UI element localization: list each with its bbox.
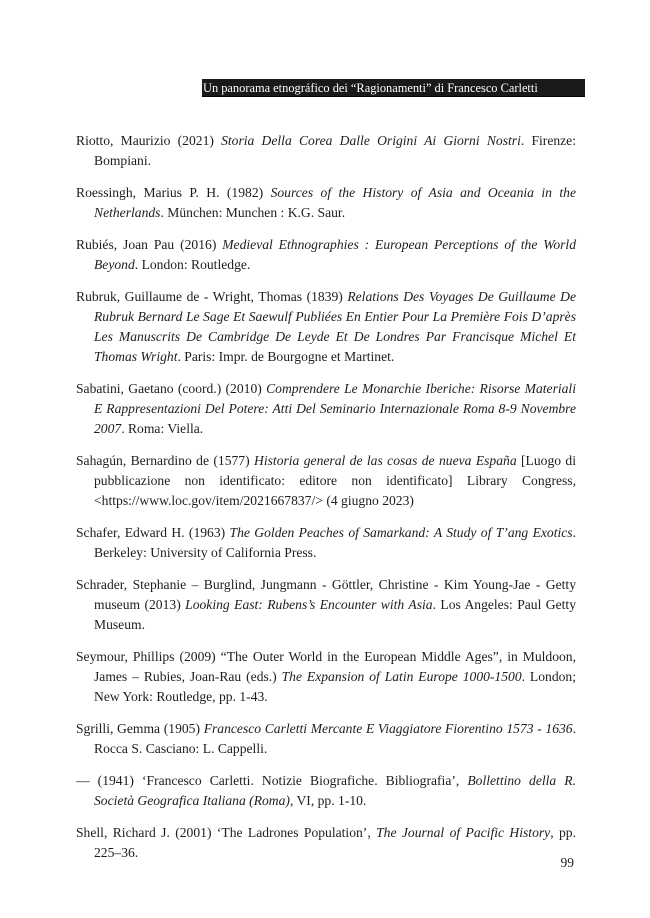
running-header [202,79,585,97]
entry-title-italic: Historia general de las cosas de nueva España [254,453,517,468]
entry-text: Riotto, Maurizio (2021) [76,133,222,148]
entry-title-italic: Bollettino della R. Società Geografica Italiana (Roma) [94,773,577,808]
entry-text: . Los Angeles: Paul Getty Museum. [94,597,576,632]
entry-title-italic: Medieval Ethnographies : European Perceptions of the World Beyond [94,237,576,272]
entry-text: — (1941) ‘Francesco Carletti. Notizie Biografiche. Bibliografia’, [76,773,468,788]
entry-text: . Firenze: Bompiani. [94,133,576,168]
bibliography-list [76,131,576,875]
entry-text: . Berkeley: University of California Press. [94,525,576,560]
bibliography-entry [76,575,576,635]
entry-text: Seymour, Phillips (2009) “The Outer World in the European Middle Ages”, in Muldoon, James – Rubies, Joan-Rau (eds.) [76,649,576,684]
bibliography-entry [76,719,576,759]
entry-text: . Paris: Impr. de Bourgogne et Martinet. [177,349,395,364]
bibliography-entry [76,131,576,171]
entry-text: . London: Routledge. [134,257,251,272]
bibliography-entry [76,379,576,439]
entry-text: Rubruk, Guillaume de - Wright, Thomas (1839) [76,289,348,304]
entry-text: Schafer, Edward H. (1963) [76,525,230,540]
entry-text: Roessingh, Marius P. H. (1982) [76,185,271,200]
entry-title-italic: The Journal of Pacific History [376,825,551,840]
bibliography-entry [76,287,576,367]
entry-text: , pp. 225–36. [94,825,576,860]
entry-title-italic: Francesco Carletti Mercante E Viaggiatore Fiorentino 1573 - 1636 [203,721,573,736]
entry-text: Sgrilli, Gemma (1905) [76,721,204,736]
entry-title-italic: Looking East: Rubens’s Encounter with Asia [185,597,433,612]
entry-title-italic: The Golden Peaches of Samarkand: A Study of T’ang Exotics [229,525,573,540]
entry-text: Rubiés, Joan Pau (2016) [76,237,223,252]
entry-text: . Roma: Viella. [121,421,204,436]
bibliography-entry [76,235,576,275]
entry-title-italic: Relations Des Voyages De Guillaume De Rubruk Bernard Le Sage Et Saewulf Publiées En Entier Pour La Première Fois D’après Les Manuscrits De Cambridge De Leyde Et De Londres Par Francisque Michel Et Thomas Wright [94,289,576,364]
entry-text: . London; New York: Routledge, pp. 1-43. [94,669,576,704]
entry-text: . München: Munchen : K.G. Saur. [160,205,346,220]
bibliography-entry [76,451,576,511]
page-number: 99 [560,855,574,870]
entry-text: Sahagún, Bernardino de (1577) [76,453,255,468]
bibliography-entry [76,823,576,863]
entry-text: Schrader, Stephanie – Burglind, Jungmann - Göttler, Christine - Kim Young-Jae - Getty museum (2013) [76,577,576,612]
entry-text: , VI, pp. 1-10. [289,793,367,808]
running-header-title: Un panorama etnográfico dei “Ragionamenti” di Francesco Carletti [203,81,538,95]
entry-text: [Luogo di pubblicazione non identificato: editore non identificato] Library Congress, <https://www.loc.gov/item/2021667837/> (4 giugno 2023) [94,453,577,508]
entry-text: Sabatini, Gaetano (coord.) (2010) [76,381,267,396]
entry-title-italic: Sources of the History of Asia and Oceania in the Netherlands [94,185,576,220]
bibliography-entry [76,771,576,811]
bibliography-entry [76,183,576,223]
entry-text: Shell, Richard J. (2001) ‘The Ladrones Population’, [76,825,377,840]
bibliography-entry [76,523,576,563]
bibliography-entry [76,647,576,707]
entry-text: . Rocca S. Casciano: L. Cappelli. [94,721,576,756]
entry-title-italic: Storia Della Corea Dalle Origini Ai Giorni Nostri [221,133,521,148]
entry-title-italic: The Expansion of Latin Europe 1000-1500 [281,669,522,684]
header-rule [202,96,585,97]
entry-title-italic: Comprendere Le Monarchie Iberiche: Risorse Materiali E Rappresentazioni Del Potere: Atti Del Seminario Internazionale Roma 8-9 Novembre 2007 [94,381,576,436]
